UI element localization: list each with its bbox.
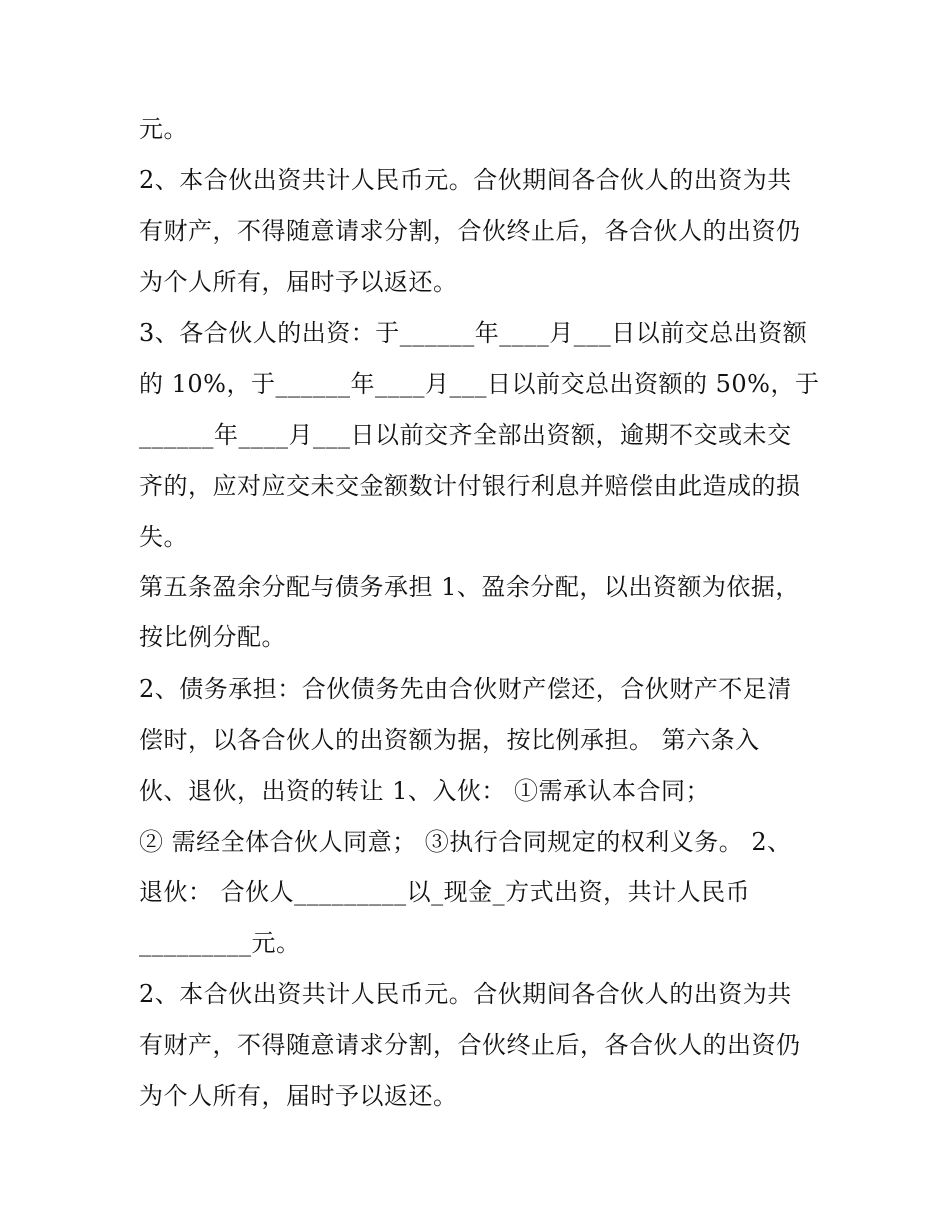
text-line: 3、各合伙人的出资：于______年____月___日以前交总出资额 — [139, 319, 808, 347]
text-line: 的 10%，于______年____月___日以前交总出资额的 50%，于 — [139, 370, 820, 398]
text-line: 齐的，应对应交未交金额数计付银行利息并赔偿由此造成的损 — [139, 472, 801, 500]
text-line: 元。 — [139, 115, 188, 143]
text-line: ______年____月___日以前交齐全部出资额，逾期不交或未交 — [139, 421, 792, 449]
text-line: 2、债务承担：合伙债务先由合伙财产偿还，合伙财产不足清 — [139, 675, 792, 703]
text-line: 有财产，不得随意请求分割，合伙终止后，各合伙人的出资仍 — [139, 1031, 801, 1059]
text-line: 2、本合伙出资共计人民币元。合伙期间各合伙人的出资为共 — [139, 980, 792, 1008]
text-line: 偿时，以各合伙人的出资额为据，按比例承担。 第六条入 — [139, 726, 760, 754]
text-line: 按比例分配。 — [139, 623, 286, 651]
text-line: ② 需经全体合伙人同意； ③执行合同规定的权利义务。 2、 — [139, 828, 792, 856]
text-line: 2、本合伙出资共计人民币元。合伙期间各合伙人的出资为共 — [139, 166, 792, 194]
text-line: 第五条盈余分配与债务承担 1、盈余分配，以出资额为依据， — [139, 573, 800, 601]
text-line: 退伙： 合伙人_________以_现金_方式出资，共计人民币 — [139, 878, 751, 906]
text-line: _________元。 — [139, 929, 301, 957]
text-line: 为个人所有，届时予以返还。 — [139, 268, 458, 296]
text-line: 伙、退伙，出资的转让 1、入伙： ①需承认本合同； — [139, 777, 711, 805]
text-line: 有财产，不得随意请求分割，合伙终止后，各合伙人的出资仍 — [139, 217, 801, 245]
text-line: 失。 — [139, 523, 188, 551]
text-line: 为个人所有，届时予以返还。 — [139, 1082, 458, 1110]
